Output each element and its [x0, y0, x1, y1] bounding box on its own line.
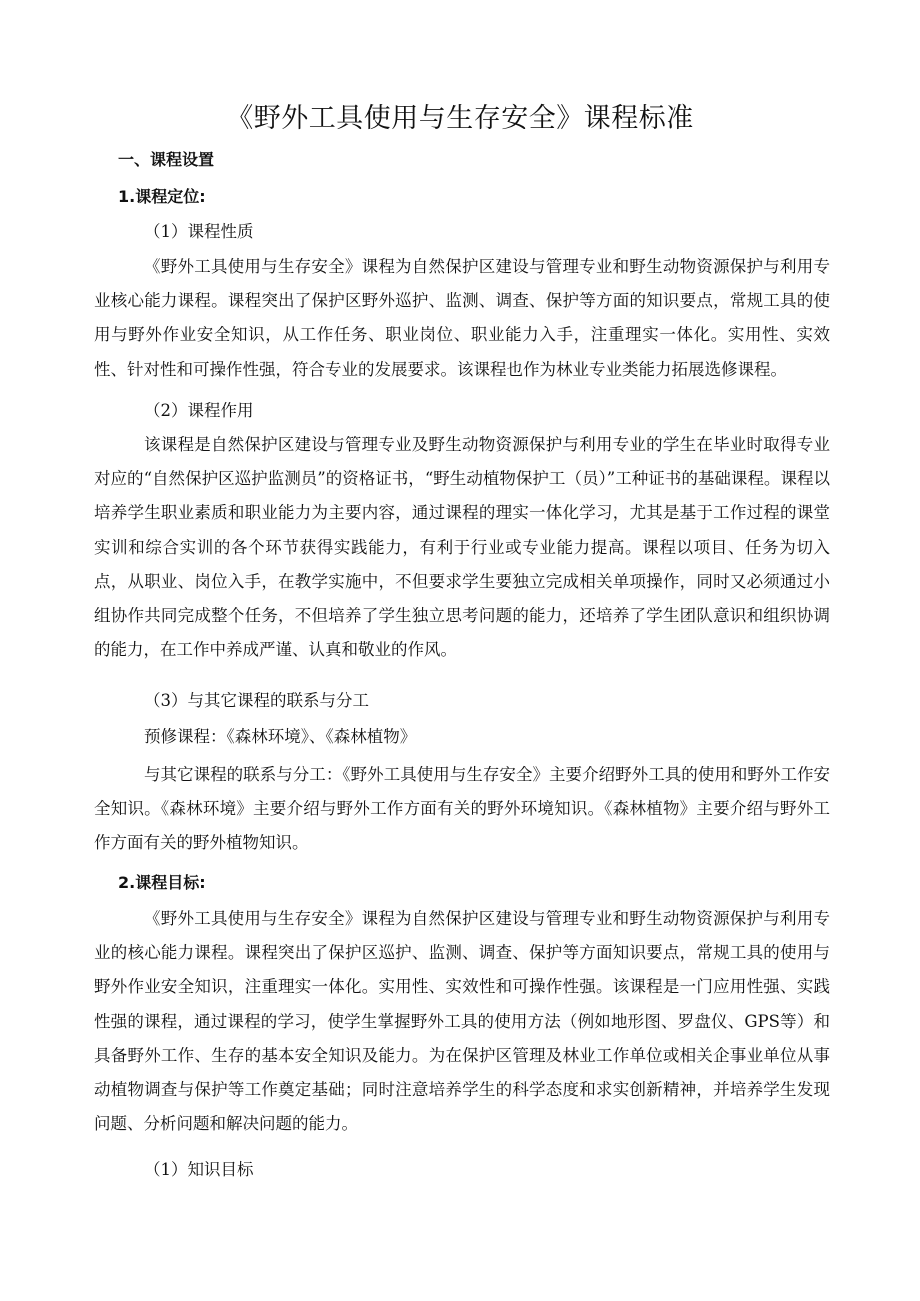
item-heading-course-nature: （1）课程性质	[144, 222, 254, 241]
paragraph-course-role: 该课程是自然保护区建设与管理专业及野生动物资源保护与利用专业的学生在毕业时取得专业对应的“自然保护区巡护监测员”的资格证书，“野生动植物保护工（员）”工种证书的基础课程。课程以培养学生职业素质和职业能力为主要内容，通过课程的理实一体化学习，尤其是基于工作过程的课堂实训和综合实训的各个环节获得实践能力，有利于行业或专业能力提高。课程以项目、任务为切入点，从职业、岗位入手，在教学实施中，不但要求学生要独立完成相关单项操作，同时又必须通过小组协作共同完成整个任务，不但培养了学生独立思考问题的能力，还培养了学生团队意识和组织协调的能力，在工作中养成严谨、认真和敬业的作风。	[94, 435, 830, 660]
item-heading-course-relations: （3）与其它课程的联系与分工	[144, 691, 369, 710]
section-heading-course-setup: 一、课程设置	[118, 150, 215, 169]
item-heading-knowledge-objectives: （1）知识目标	[144, 1160, 254, 1179]
subheading-course-positioning: 1.课程定位:	[118, 187, 206, 206]
subheading-course-objectives: 2.课程目标:	[118, 873, 206, 892]
document-title: 《野外工具使用与生存安全》课程标准	[226, 103, 694, 134]
item-heading-course-role: （2）课程作用	[144, 401, 254, 420]
paragraph-course-objectives: 《野外工具使用与生存安全》课程为自然保护区建设与管理专业和野生动物资源保护与利用专业的核心能力课程。课程突出了保护区巡护、监测、调查、保护等方面知识要点，常规工具的使用与野外作业安全知识，注重理实一体化。实用性、实效性和可操作性强。该课程是一门应用性强、实践性强的课程，通过课程的学习，使学生掌握野外工具的使用方法（例如地形图、罗盘仪、GPS等）和具备野外工作、生存的基本安全知识及能力。为在保护区管理及林业工作单位或相关企事业单位从事动植物调查与保护等工作奠定基础；同时注意培养学生的科学态度和求实创新精神，并培养学生发现问题、分析问题和解决问题的能力。	[94, 909, 830, 1134]
paragraph-course-nature: 《野外工具使用与生存安全》课程为自然保护区建设与管理专业和野生动物资源保护与利用专业核心能力课程。课程突出了保护区野外巡护、监测、调查、保护等方面的知识要点，常规工具的使用与野外作业安全知识，从工作任务、职业岗位、职业能力入手，注重理实一体化。实用性、实效性、针对性和可操作性强，符合专业的发展要求。该课程也作为林业专业类能力拓展选修课程。	[94, 257, 830, 379]
paragraph-prerequisites: 预修课程：《森林环境》、《森林植物》	[144, 727, 417, 746]
paragraph-course-relations: 与其它课程的联系与分工：《野外工具使用与生存安全》主要介绍野外工具的使用和野外工作安全知识。《森林环境》主要介绍与野外工作方面有关的野外环境知识。《森林植物》主要介绍与野外工作方面有关的野外植物知识。	[94, 765, 830, 853]
